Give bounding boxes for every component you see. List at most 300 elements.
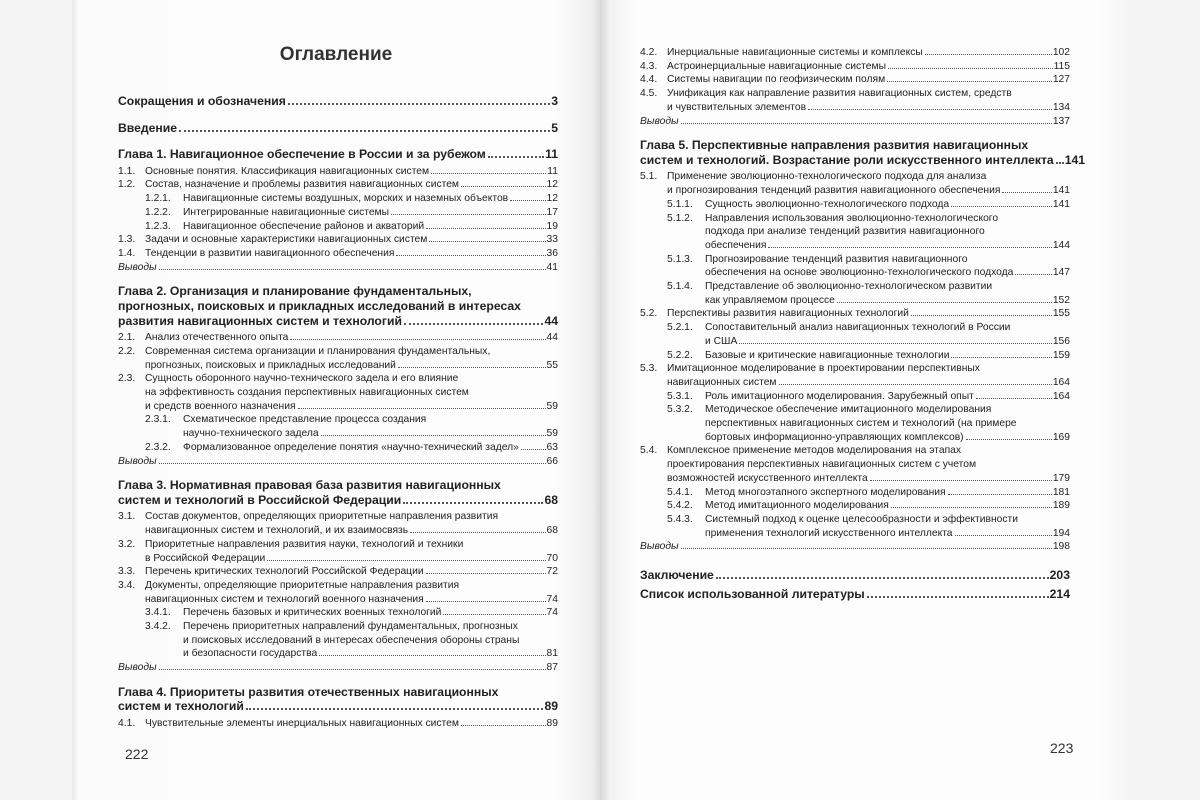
toc-entry[interactable] [118, 565, 558, 579]
toc-entry-last-line [183, 441, 558, 455]
toc-page-number: 70 [546, 552, 558, 564]
toc-entry-text: Инерциальные навигационные системы и комплексы [667, 47, 923, 58]
toc-summary[interactable] [640, 115, 1070, 129]
toc-entry[interactable] [118, 247, 558, 261]
toc-page-number: 152 [1052, 294, 1070, 306]
dot-leader [391, 214, 546, 215]
toc-entry-last-line [640, 115, 1070, 129]
toc-entry-text: Интегрированные навигационные системы [183, 206, 390, 218]
toc-entry-text: Унификация как направление развития навигационных систем, средств [667, 88, 1012, 100]
dot-leader [1002, 192, 1051, 193]
toc-entry-last-line [640, 540, 1070, 554]
toc-entry-text: Глава 1. Навигационное обеспечение в России и за рубежом [118, 147, 486, 162]
toc-entry[interactable] [640, 198, 1070, 212]
toc-entry-number: 5.3. [640, 363, 658, 375]
toc-entry-body [705, 403, 1070, 444]
toc-page-number: 134 [1052, 101, 1070, 113]
toc-entry-text: Выводы [118, 261, 157, 273]
toc-entry-last-line [667, 376, 1070, 390]
dot-leader [179, 130, 550, 132]
toc-entry-text: Выводы [640, 115, 679, 127]
toc-entry-number: 2.3.1. [145, 414, 171, 426]
toc-page-number: 12 [546, 193, 558, 205]
toc-entry-last-line [118, 94, 558, 109]
toc-chapter[interactable] [118, 147, 558, 162]
toc-entry-last-line [145, 565, 558, 579]
dot-leader [488, 156, 544, 158]
dot-leader [966, 439, 1052, 440]
toc-entry-text: Сопоставительный анализ навигационных технологий в России [705, 322, 1011, 334]
toc-entry-text: Схематическое представление процесса создания [183, 414, 427, 426]
toc-entry[interactable] [118, 620, 558, 661]
toc-entry[interactable] [118, 165, 558, 179]
toc-entry-body [705, 280, 1070, 307]
toc-entry-number: 2.1. [118, 332, 136, 344]
toc-entry-body [145, 331, 558, 345]
toc-entry-number: 5.4.2. [667, 500, 693, 512]
toc-entry-body [705, 321, 1070, 348]
toc-entry-last-line [145, 717, 558, 731]
toc-page-number: 11 [547, 165, 558, 177]
toc-entry-body [145, 538, 558, 565]
toc-entry[interactable] [118, 233, 558, 247]
toc-entry-text: Представление об эволюционно-технологическом развитии [705, 281, 993, 293]
toc-entry-last-line [705, 349, 1070, 363]
toc-entry[interactable] [640, 73, 1070, 87]
toc-page-number: 141 [1052, 185, 1070, 197]
toc-entry[interactable] [640, 87, 1070, 114]
toc-entry-number: 1.2.3. [145, 220, 171, 232]
toc-entry-body [705, 349, 1070, 363]
toc-entry-text: Системный подход к оценке целесообразности и эффективности [705, 513, 1019, 525]
dot-leader [887, 81, 1052, 82]
toc-entry-body [640, 115, 1070, 129]
dot-leader [1056, 162, 1064, 164]
toc-entry-text: обеспечения на основе эволюционно-технологического подхода [705, 267, 1014, 279]
toc-entry-text: Сокращения и обозначения [118, 94, 286, 108]
toc-entry-body [145, 165, 558, 179]
toc-entry-last-line [145, 233, 558, 247]
toc-entry[interactable] [118, 372, 558, 413]
toc-entry-text: Задачи и основные характеристики навигационных систем [145, 234, 428, 246]
toc-entry-body [705, 212, 1070, 253]
toc-page-number: 144 [1052, 239, 1070, 251]
toc-entry-text: систем и технологий в Российской Федерации [118, 492, 402, 507]
left-page [72, 0, 600, 800]
toc-page-number: 181 [1052, 486, 1070, 498]
toc-entry-last-line [118, 314, 558, 329]
toc-entry-last-line [667, 307, 1070, 321]
toc-major-entry[interactable] [118, 94, 558, 109]
toc-entry-text: проектирования перспективных навигационных систем с учетом [667, 459, 977, 471]
dot-leader [739, 343, 1051, 344]
toc-page-number: 44 [546, 332, 558, 344]
toc-entry-text: Выводы [118, 455, 157, 467]
toc-entry-body [667, 444, 1070, 485]
toc-entry-text: Перечень приоритетных направлений фундаментальных, прогнозных [183, 621, 518, 633]
toc-page-number: 164 [1052, 390, 1070, 402]
toc-entry-last-line [183, 606, 558, 620]
toc-summary[interactable] [118, 661, 558, 675]
dot-leader [159, 269, 546, 270]
toc-entry[interactable] [118, 206, 558, 220]
toc-entry-body [183, 192, 558, 206]
toc-entry-last-line [705, 499, 1070, 513]
toc-entry-body [183, 220, 558, 234]
toc-entry[interactable] [640, 390, 1070, 404]
toc-page-number: 127 [1052, 74, 1070, 86]
dot-leader [298, 408, 546, 409]
toc-entry-body [183, 606, 558, 620]
toc-entry-text: Введение [118, 120, 178, 135]
dot-leader [925, 54, 1052, 55]
toc-entry-text: Сущность эволюционно-технологического подхода [705, 198, 950, 210]
toc-entry-text: Перечень критических технологий Российской Федерации [145, 566, 424, 578]
toc-entry-body [145, 717, 558, 731]
dot-leader [404, 323, 543, 325]
toc-entry-last-line [705, 527, 1070, 541]
toc-entry-body [118, 147, 558, 162]
toc-entry-text: систем и технологий [118, 699, 244, 714]
toc-entry-text: Тенденции в развитии навигационного обеспечения [145, 248, 395, 259]
toc-entry-text: подхода при анализе тенденций развития навигационного [705, 226, 985, 238]
dot-leader [159, 669, 546, 670]
toc-entry[interactable] [640, 253, 1070, 280]
toc-page-number: 198 [1052, 541, 1070, 553]
dot-leader [159, 463, 546, 464]
toc-entry-last-line [183, 192, 558, 206]
toc-entry-text: Анализ отечественного опыта [145, 332, 289, 344]
toc-entry-body [667, 87, 1070, 114]
toc-page-number: 68 [546, 525, 558, 537]
toc-entry[interactable] [118, 606, 558, 620]
toc-entry-text: научно-технического задела [183, 428, 319, 440]
toc-page-number: 74 [546, 607, 558, 619]
dot-leader [461, 725, 546, 726]
toc-entry-number: 4.2. [640, 47, 658, 58]
dot-leader [976, 398, 1052, 399]
toc-entry-number: 2.3. [118, 373, 136, 385]
toc-entry-number: 3.3. [118, 566, 136, 578]
toc-entry-last-line [705, 335, 1070, 349]
toc-entry-number: 1.3. [118, 234, 136, 246]
toc-entry-text: Состав, назначение и проблемы развития навигационных систем [145, 179, 459, 191]
toc-entry-last-line [183, 647, 558, 661]
dot-leader [246, 708, 544, 710]
toc-entry-number: 5.2.1. [667, 322, 693, 334]
toc-page-number: 12 [546, 179, 558, 191]
toc-entry-text: Навигационные системы воздушных, морских и наземных объектов [183, 193, 509, 205]
toc-entry[interactable] [640, 280, 1070, 307]
toc-entry-text: применения технологий искусственного интеллекта [705, 527, 953, 539]
dot-leader [410, 532, 545, 533]
toc-entry[interactable] [640, 444, 1070, 485]
toc-entry-text: Перспективы развития навигационных технологий [667, 308, 909, 320]
toc-entry-text: Навигационное обеспечение районов и акваторий [183, 220, 425, 232]
toc-entry-number: 5.4.1. [667, 486, 693, 498]
toc-page-number: 66 [546, 455, 558, 467]
toc-entry-text: навигационных систем и технологий военного назначения [145, 593, 424, 605]
toc-entry[interactable] [640, 499, 1070, 513]
toc-chapter[interactable] [118, 685, 558, 714]
toc-entry[interactable] [118, 717, 558, 731]
toc-entry-body [667, 170, 1070, 197]
toc-entry-text: Имитационное моделирование в проектировании перспективных [667, 363, 980, 375]
toc-entry-last-line [667, 472, 1070, 486]
toc-entry[interactable] [118, 331, 558, 345]
toc-entry-number: 1.1. [118, 165, 136, 177]
dot-leader [948, 494, 1052, 495]
toc-page-number: 156 [1052, 335, 1070, 347]
toc-entry-last-line [705, 294, 1070, 308]
toc-entry-body [145, 510, 558, 537]
toc-entry[interactable] [640, 362, 1070, 389]
dot-leader [403, 502, 543, 504]
toc-entry-number: 2.2. [118, 345, 136, 357]
toc-entry-last-line [705, 431, 1070, 445]
dot-leader [1015, 274, 1051, 275]
toc-entry-text: Выводы [118, 662, 157, 674]
toc-title: Оглавление [279, 44, 393, 65]
toc-entry-text: и прогнозирования тенденций развития навигационного обеспечения [667, 185, 1001, 197]
toc-page-number: 5 [551, 120, 558, 135]
toc-entry-last-line [118, 493, 558, 508]
dot-leader [288, 103, 550, 105]
toc-entry-number: 1.2. [118, 179, 136, 191]
toc-page-number: 102 [1052, 47, 1070, 58]
toc-entry[interactable] [118, 538, 558, 565]
toc-entry-last-line [145, 331, 558, 345]
toc-entry-last-line [705, 198, 1070, 212]
toc-entry-body [118, 284, 558, 328]
toc-page-number: 89 [546, 718, 558, 730]
toc-entry-text: и безопасности государства [183, 648, 318, 660]
toc-entry-last-line [145, 400, 558, 414]
toc-entry-text: Метод многоэтапного экспертного моделирования [705, 486, 946, 498]
toc-list-right [640, 46, 1086, 601]
toc-entry[interactable] [118, 413, 558, 440]
toc-entry-text: прогнозных, поисковых и прикладных исследований [145, 359, 396, 371]
toc-entry-body [640, 540, 1070, 554]
toc-entry-body [145, 233, 558, 247]
toc-entry-text: и чувствительных элементов [667, 101, 807, 113]
toc-entry-last-line [145, 165, 558, 179]
toc-entry-last-line [145, 178, 558, 192]
dot-leader [837, 302, 1052, 303]
toc-entry-number: 3.1. [118, 511, 136, 523]
toc-entry-text: Современная система организации и планирования фундаментальных, [145, 345, 491, 357]
toc-page-number: 214 [1049, 586, 1070, 601]
toc-entry-body [145, 579, 558, 606]
toc-entry-text: Сущность оборонного научно-технического задела и его влияние [145, 373, 459, 385]
toc-page-number: 169 [1052, 431, 1070, 443]
toc-entry-text: Глава 4. Приоритеты развития отечественных навигационных [118, 684, 499, 699]
toc-entry[interactable] [118, 345, 558, 372]
dot-leader [426, 601, 546, 602]
toc-entry-last-line [145, 593, 558, 607]
toc-entry-text: Базовые и критические навигационные технологии [705, 349, 950, 361]
toc-entry-text: прогнозных, поисковых и прикладных исследований в интересах [118, 299, 521, 313]
toc-entry-body [705, 390, 1070, 404]
toc-chapter[interactable] [118, 478, 558, 507]
toc-entry-body [145, 565, 558, 579]
toc-entry-last-line [118, 699, 558, 714]
dot-leader [808, 109, 1052, 110]
dot-leader [951, 206, 1052, 207]
toc-entry-number: 4.3. [640, 60, 658, 72]
toc-entry[interactable] [640, 321, 1070, 348]
toc-entry-number: 1.4. [118, 248, 136, 259]
toc-entry[interactable] [118, 510, 558, 537]
toc-entry-body [118, 94, 558, 109]
toc-page-number: 11 [545, 147, 558, 162]
toc-entry-body [118, 685, 558, 714]
toc-entry[interactable] [118, 441, 558, 455]
toc-entry-body [183, 206, 558, 220]
toc-entry-number: 5.3.2. [667, 404, 693, 416]
toc-entry[interactable] [640, 212, 1070, 253]
toc-entry-text: Документы, определяющие приоритетные направления развития [145, 579, 460, 591]
toc-chapter[interactable] [640, 138, 1086, 167]
toc-page-number: 74 [546, 593, 558, 605]
toc-entry[interactable] [640, 349, 1070, 363]
toc-entry-number: 3.4.2. [145, 621, 171, 633]
toc-entry-text: в Российской Федерации [145, 552, 266, 564]
toc-entry-number: 3.4. [118, 579, 136, 591]
dot-leader [768, 247, 1051, 248]
toc-page-number: 17 [546, 206, 558, 218]
toc-entry-number: 5.1.4. [667, 281, 693, 293]
toc-entry-text: перспективных навигационных систем и технологий (на примере [705, 418, 1017, 430]
toc-summary[interactable] [118, 455, 558, 469]
toc-page-number: 189 [1052, 500, 1070, 512]
toc-entry-body [183, 441, 558, 455]
dot-leader [867, 596, 1049, 598]
toc-page-number: 81 [546, 648, 558, 660]
toc-entry-last-line [667, 184, 1070, 198]
dot-leader [429, 241, 545, 242]
toc-entry-text: Применение эволюционно-технологического подхода для анализа [667, 171, 987, 183]
toc-chapter[interactable] [118, 284, 558, 328]
toc-entry-number: 4.4. [640, 74, 658, 86]
dot-leader [398, 367, 546, 368]
dot-leader [888, 68, 1053, 69]
toc-entry-body [183, 620, 558, 661]
toc-page-number: 164 [1052, 376, 1070, 388]
toc-entry-text: Системы навигации по геофизическим полям [667, 74, 886, 86]
toc-page-number: 179 [1052, 472, 1070, 484]
dot-leader [290, 339, 545, 340]
toc-major-entry[interactable] [640, 568, 1070, 583]
toc-entry-last-line [667, 46, 1070, 60]
toc-entry[interactable] [118, 220, 558, 234]
toc-page-number: 194 [1052, 527, 1070, 539]
toc-entry-number: 4.5. [640, 88, 658, 100]
toc-entry-body [118, 661, 558, 675]
toc-summary[interactable] [640, 540, 1070, 554]
toc-entry-last-line [145, 524, 558, 538]
toc-entry-last-line [145, 552, 558, 566]
toc-entry-number: 5.2. [640, 308, 658, 320]
toc-entry-body [118, 121, 558, 136]
toc-entry-body [705, 198, 1070, 212]
toc-page-number: 19 [546, 220, 558, 232]
toc-entry[interactable] [640, 307, 1070, 321]
toc-entry[interactable] [640, 170, 1070, 197]
toc-page-number: 41 [546, 261, 558, 273]
toc-entry-number: 3.4.1. [145, 607, 171, 619]
toc-page-number: 137 [1052, 115, 1070, 127]
toc-entry-number: 5.3.1. [667, 390, 693, 402]
dot-leader [716, 577, 1049, 579]
toc-entry[interactable] [640, 60, 1070, 74]
toc-entry-last-line [145, 247, 558, 261]
toc-entry-last-line [640, 152, 1086, 168]
toc-major-entry[interactable] [118, 121, 558, 136]
toc-entry-text: бортовых информационно-управляющих комплексов) [705, 431, 964, 443]
toc-entry-text: Выводы [640, 541, 679, 553]
toc-entry-last-line [667, 101, 1070, 115]
toc-entry-last-line [118, 147, 558, 162]
toc-entry-text: Основные понятия. Классификация навигационных систем [145, 165, 430, 177]
toc-entry-body [705, 513, 1070, 540]
toc-entry-body [145, 372, 558, 413]
toc-entry-last-line [118, 661, 558, 675]
toc-entry-body [183, 413, 558, 440]
toc-summary[interactable] [118, 261, 558, 275]
toc-entry[interactable] [640, 403, 1070, 444]
toc-entry-last-line [183, 220, 558, 234]
toc-entry-text: Метод имитационного моделирования [705, 500, 889, 512]
toc-entry-text: обеспечения [705, 239, 767, 251]
toc-list-left [118, 94, 558, 731]
toc-entry-number: 5.4.3. [667, 513, 693, 525]
toc-entry[interactable] [118, 579, 558, 606]
toc-entry-text: и США [705, 335, 738, 347]
toc-entry[interactable] [118, 192, 558, 206]
toc-entry-last-line [118, 455, 558, 469]
toc-page-number: 141 [1052, 198, 1070, 210]
dot-leader [426, 228, 545, 229]
dot-leader [461, 186, 546, 187]
toc-entry-body [640, 568, 1070, 583]
toc-entry-number: 5.1.2. [667, 212, 693, 224]
toc-entry-text: навигационных систем [667, 376, 777, 388]
toc-entry-body [705, 499, 1070, 513]
toc-entry[interactable] [640, 46, 1070, 60]
toc-entry-text: и средств военного назначения [145, 400, 296, 412]
toc-entry-text: Глава 2. Организация и планирование фундаментальных, [118, 284, 472, 299]
toc-entry[interactable] [118, 178, 558, 192]
toc-entry-text: Роль имитационного моделирования. Зарубежный опыт [705, 390, 974, 402]
toc-page-number: 141 [1064, 152, 1086, 167]
toc-entry[interactable] [640, 486, 1070, 500]
page-number-right: 223 [1050, 740, 1074, 756]
toc-entry-text: Направления использования эволюционно-технологического [705, 212, 999, 224]
toc-entry-last-line [145, 359, 558, 373]
toc-entry[interactable] [640, 513, 1070, 540]
toc-major-entry[interactable] [640, 587, 1070, 602]
toc-entry-text: на эффективность создания перспективных навигационных систем [145, 387, 469, 398]
toc-entry-last-line [118, 261, 558, 275]
toc-entry-number: 1.2.2. [145, 206, 171, 218]
toc-entry-body [118, 478, 558, 507]
toc-entry-text: Состав документов, определяющих приоритетные направления развития [145, 511, 499, 523]
toc-entry-last-line [118, 121, 558, 136]
toc-entry-text: систем и технологий. Возрастание роли искусственного интеллекта [640, 152, 1054, 167]
toc-entry-text: Заключение [640, 568, 714, 583]
dot-leader [779, 384, 1052, 385]
